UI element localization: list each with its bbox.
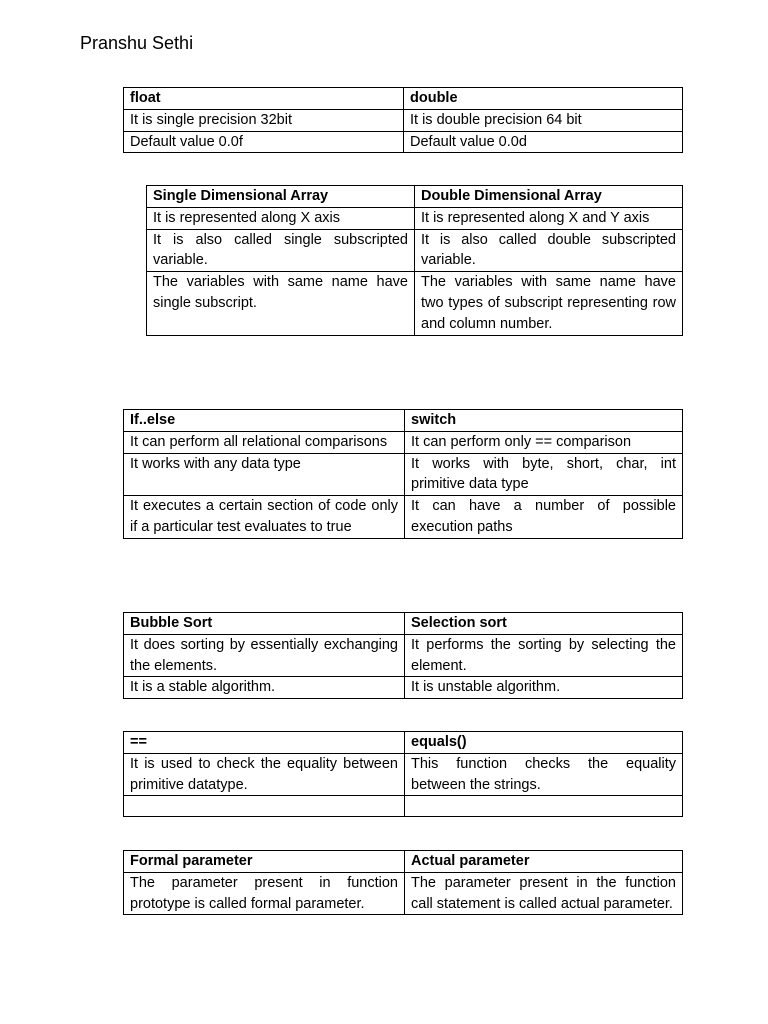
table-header-cell: Single Dimensional Array	[147, 186, 415, 208]
table-header-cell: float	[124, 88, 404, 110]
table-header-cell: Formal parameter	[124, 851, 405, 873]
table-row	[124, 677, 683, 699]
table-row	[147, 207, 683, 229]
table-header-row	[124, 410, 683, 432]
table-header-cell: double	[404, 88, 683, 110]
author-name: Pranshu Sethi	[80, 33, 194, 53]
table-row	[147, 272, 683, 335]
sorting-comparison-table	[123, 612, 683, 699]
table-cell: It works with any data type	[124, 453, 405, 496]
table-cell: Default value 0.0d	[404, 131, 683, 153]
table-cell: It is represented along X axis	[147, 207, 415, 229]
table-row	[124, 431, 683, 453]
ifelse-vs-switch-table	[123, 409, 683, 539]
table-header-cell: If..else	[124, 410, 405, 432]
array-dimension-table	[146, 185, 683, 336]
table-row	[124, 109, 683, 131]
table-cell: It is a stable algorithm.	[124, 677, 405, 699]
table-header-cell: Bubble Sort	[124, 613, 405, 635]
table-cell: It can perform all relational comparisons	[124, 431, 405, 453]
table-cell: It is unstable algorithm.	[405, 677, 683, 699]
table-cell: It is also called single subscripted variable.	[147, 229, 415, 272]
table-cell: It is double precision 64 bit	[404, 109, 683, 131]
table-header-cell: Actual parameter	[405, 851, 683, 873]
table-cell: It does sorting by essentially exchanging the elements.	[124, 634, 405, 677]
table-cell: The variables with same name have two types of subscript representing row and column number.	[415, 272, 683, 335]
table-header-cell: Double Dimensional Array	[415, 186, 683, 208]
table-cell: The parameter present in the function call statement is called actual parameter.	[405, 872, 683, 915]
table-header-row	[124, 732, 683, 754]
equality-comparison-table	[123, 731, 683, 817]
table-cell	[405, 796, 683, 817]
table-cell: It works with byte, short, char, int primitive data type	[405, 453, 683, 496]
table-row-empty	[124, 796, 683, 817]
table-header-row	[147, 186, 683, 208]
table-cell	[124, 796, 405, 817]
table-row	[124, 453, 683, 496]
table-cell: It is used to check the equality between primitive datatype.	[124, 753, 405, 796]
table-header-cell: equals()	[405, 732, 683, 754]
table-cell: It is represented along X and Y axis	[415, 207, 683, 229]
table-header-cell: Selection sort	[405, 613, 683, 635]
table-row	[124, 496, 683, 539]
table-row	[124, 872, 683, 915]
table-cell: Default value 0.0f	[124, 131, 404, 153]
float-vs-double-table	[123, 87, 683, 153]
table-cell: The parameter present in function prototype is called formal parameter.	[124, 872, 405, 915]
table-header-row	[124, 613, 683, 635]
table-header-row	[124, 851, 683, 873]
table-row	[124, 131, 683, 153]
table-cell: It can have a number of possible execution paths	[405, 496, 683, 539]
table-cell: It performs the sorting by selecting the element.	[405, 634, 683, 677]
table-cell: This function checks the equality between the strings.	[405, 753, 683, 796]
table-header-row	[124, 88, 683, 110]
table-header-cell: switch	[405, 410, 683, 432]
table-row	[147, 229, 683, 272]
table-cell: It is single precision 32bit	[124, 109, 404, 131]
table-cell: It is also called double subscripted variable.	[415, 229, 683, 272]
table-row	[124, 753, 683, 796]
parameter-comparison-table	[123, 850, 683, 915]
table-cell: The variables with same name have single subscript.	[147, 272, 415, 335]
table-cell: It executes a certain section of code only if a particular test evaluates to true	[124, 496, 405, 539]
table-cell: It can perform only == comparison	[405, 431, 683, 453]
table-row	[124, 634, 683, 677]
table-header-cell: ==	[124, 732, 405, 754]
